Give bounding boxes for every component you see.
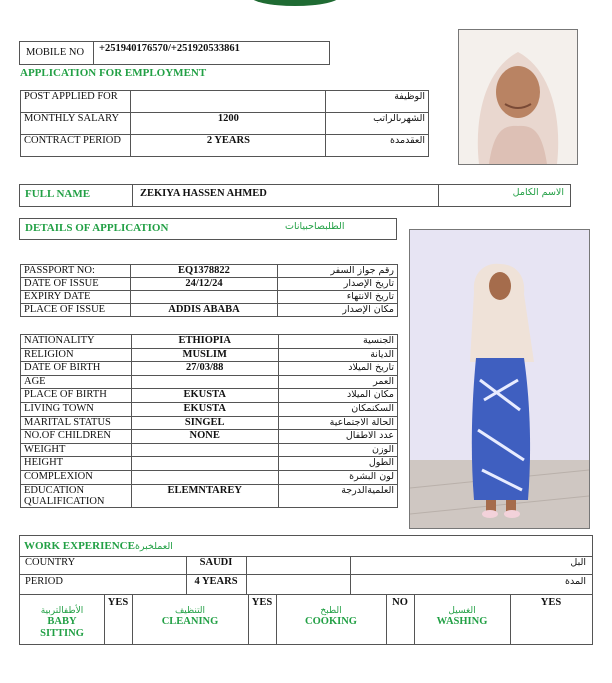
work-title-row bbox=[24, 540, 173, 552]
skill-label: CLEANING bbox=[161, 616, 219, 627]
personal-row bbox=[21, 389, 398, 403]
job-row bbox=[21, 91, 429, 113]
personal-value: 27/03/88 bbox=[131, 362, 278, 376]
personal-row bbox=[21, 362, 398, 376]
personal-label: EDUCATION QUALIFICATION bbox=[21, 484, 132, 507]
personal-ar: تاريخ الميلاد bbox=[278, 362, 397, 376]
job-value: 1200 bbox=[131, 113, 326, 135]
skill-label: BABY SITTING bbox=[40, 616, 84, 639]
skill-value: YES bbox=[107, 597, 129, 608]
personal-row bbox=[21, 335, 398, 349]
personal-row bbox=[21, 470, 398, 484]
job-table bbox=[20, 90, 429, 157]
full-name-box bbox=[19, 184, 571, 207]
skill-cell bbox=[20, 594, 104, 644]
period-ar: المدة bbox=[565, 576, 586, 587]
passport-row bbox=[21, 291, 398, 304]
full-name-value: ZEKIYA HASSEN AHMED bbox=[140, 188, 267, 199]
skill-value: YES bbox=[540, 597, 562, 608]
personal-label: COMPLEXION bbox=[21, 470, 132, 484]
personal-label: HEIGHT bbox=[21, 457, 132, 471]
personal-row bbox=[21, 430, 398, 444]
work-title-ar: العملخبرة bbox=[134, 541, 173, 552]
personal-value: MUSLIM bbox=[131, 348, 278, 362]
skill-ar: التنظيف bbox=[174, 606, 206, 616]
applicant-portrait-photo bbox=[458, 29, 578, 165]
mobile-box bbox=[19, 41, 330, 65]
skill-cell bbox=[276, 594, 386, 644]
personal-label: DATE OF BIRTH bbox=[21, 362, 132, 376]
mobile-label: MOBILE NO bbox=[26, 47, 85, 58]
job-ar: العقدمدة bbox=[326, 135, 429, 157]
job-ar: الشهرىالراتب bbox=[326, 113, 429, 135]
passport-label: PASSPORT NO: bbox=[21, 265, 131, 278]
personal-row bbox=[21, 348, 398, 362]
personal-value bbox=[131, 443, 278, 457]
job-label: MONTHLY SALARY bbox=[21, 113, 131, 135]
personal-ar: العمر bbox=[278, 375, 397, 389]
personal-ar: السكنمكان bbox=[278, 402, 397, 416]
personal-value bbox=[131, 375, 278, 389]
personal-row bbox=[21, 457, 398, 471]
personal-row bbox=[21, 375, 398, 389]
personal-value: EKUSTA bbox=[131, 389, 278, 403]
personal-value: EKUSTA bbox=[131, 402, 278, 416]
job-label: POST APPLIED FOR bbox=[21, 91, 131, 113]
personal-label: LIVING TOWN bbox=[21, 402, 132, 416]
personal-ar: مكان الميلاد bbox=[278, 389, 397, 403]
job-row bbox=[21, 135, 429, 157]
full-name-label: FULL NAME bbox=[25, 188, 91, 200]
passport-row bbox=[21, 304, 398, 317]
header-logo bbox=[250, 0, 340, 6]
full-name-ar: الاسم الكامل bbox=[512, 187, 564, 198]
passport-ar: مكان الإصدار bbox=[278, 304, 398, 317]
personal-ar: العلميةالدرجة bbox=[278, 484, 397, 507]
passport-value: ADDIS ABABA bbox=[130, 304, 278, 317]
applicant-full-body-photo bbox=[409, 229, 590, 529]
passport-label: DATE OF ISSUE bbox=[21, 278, 131, 291]
passport-ar: تاريخ الانتهاء bbox=[278, 291, 398, 304]
job-ar: الوظيفة bbox=[326, 91, 429, 113]
skill-cell bbox=[132, 594, 248, 644]
personal-label: WEIGHT bbox=[21, 443, 132, 457]
personal-value: SINGEL bbox=[131, 416, 278, 430]
passport-label: PLACE OF ISSUE bbox=[21, 304, 131, 317]
personal-value bbox=[131, 457, 278, 471]
personal-row bbox=[21, 402, 398, 416]
details-box bbox=[19, 218, 397, 240]
personal-row bbox=[21, 443, 398, 457]
work-experience-box bbox=[19, 535, 593, 645]
personal-label: MARITAL STATUS bbox=[21, 416, 132, 430]
personal-ar: الحالة الاجتماعية bbox=[278, 416, 397, 430]
country-label: COUNTRY bbox=[25, 557, 76, 568]
personal-row bbox=[21, 484, 398, 507]
job-value bbox=[131, 91, 326, 113]
personal-label: NO.OF CHILDREN bbox=[21, 430, 132, 444]
passport-label: EXPIRY DATE bbox=[21, 291, 131, 304]
job-row bbox=[21, 113, 429, 135]
personal-ar: الطول bbox=[278, 457, 397, 471]
personal-table bbox=[20, 334, 398, 508]
details-ar: الطلبصاحبيانات bbox=[285, 221, 345, 232]
skill-cell bbox=[414, 594, 510, 644]
passport-value: 24/12/24 bbox=[130, 278, 278, 291]
skills-row bbox=[20, 594, 592, 644]
personal-ar: الوزن bbox=[278, 443, 397, 457]
skill-label: WASHING bbox=[436, 616, 488, 627]
mobile-value: +251940176570/+251920533861 bbox=[99, 43, 240, 54]
passport-ar: تاريخ الإصدار bbox=[278, 278, 398, 291]
skill-value: NO bbox=[392, 597, 408, 608]
personal-value: ETHIOPIA bbox=[131, 335, 278, 349]
personal-ar: عدد الاطفال bbox=[278, 430, 397, 444]
personal-label: AGE bbox=[21, 375, 132, 389]
personal-value: ELEMNTAREY bbox=[131, 484, 278, 507]
personal-ar: الجنسية bbox=[278, 335, 397, 349]
period-value: 4 YEARS bbox=[194, 576, 238, 587]
passport-ar: رقم جواز السفر bbox=[278, 265, 398, 278]
country-ar: البل bbox=[570, 557, 586, 568]
job-label: CONTRACT PERIOD bbox=[21, 135, 131, 157]
job-value: 2 YEARS bbox=[131, 135, 326, 157]
skill-label: COOKING bbox=[305, 616, 357, 627]
personal-label: PLACE OF BIRTH bbox=[21, 389, 132, 403]
passport-row bbox=[21, 278, 398, 291]
details-label: DETAILS OF APPLICATION bbox=[25, 222, 169, 234]
skill-value: YES bbox=[251, 597, 273, 608]
skill-ar: الأطفالتربية bbox=[40, 606, 84, 616]
application-title: APPLICATION FOR EMPLOYMENT bbox=[20, 67, 207, 79]
personal-value bbox=[131, 470, 278, 484]
passport-row bbox=[21, 265, 398, 278]
passport-table bbox=[20, 264, 398, 317]
personal-ar: الديانة bbox=[278, 348, 397, 362]
period-label: PERIOD bbox=[25, 576, 63, 587]
personal-label: RELIGION bbox=[21, 348, 132, 362]
passport-value: EQ1378822 bbox=[130, 265, 278, 278]
work-title: WORK EXPERIENCE bbox=[24, 540, 135, 552]
country-value: SAUDI bbox=[199, 557, 233, 568]
personal-row bbox=[21, 416, 398, 430]
personal-label: NATIONALITY bbox=[21, 335, 132, 349]
skill-ar: الطبخ bbox=[320, 606, 342, 616]
personal-value: NONE bbox=[131, 430, 278, 444]
passport-value bbox=[130, 291, 278, 304]
skill-ar: الغسيل bbox=[448, 606, 476, 616]
personal-ar: لون البشرة bbox=[278, 470, 397, 484]
